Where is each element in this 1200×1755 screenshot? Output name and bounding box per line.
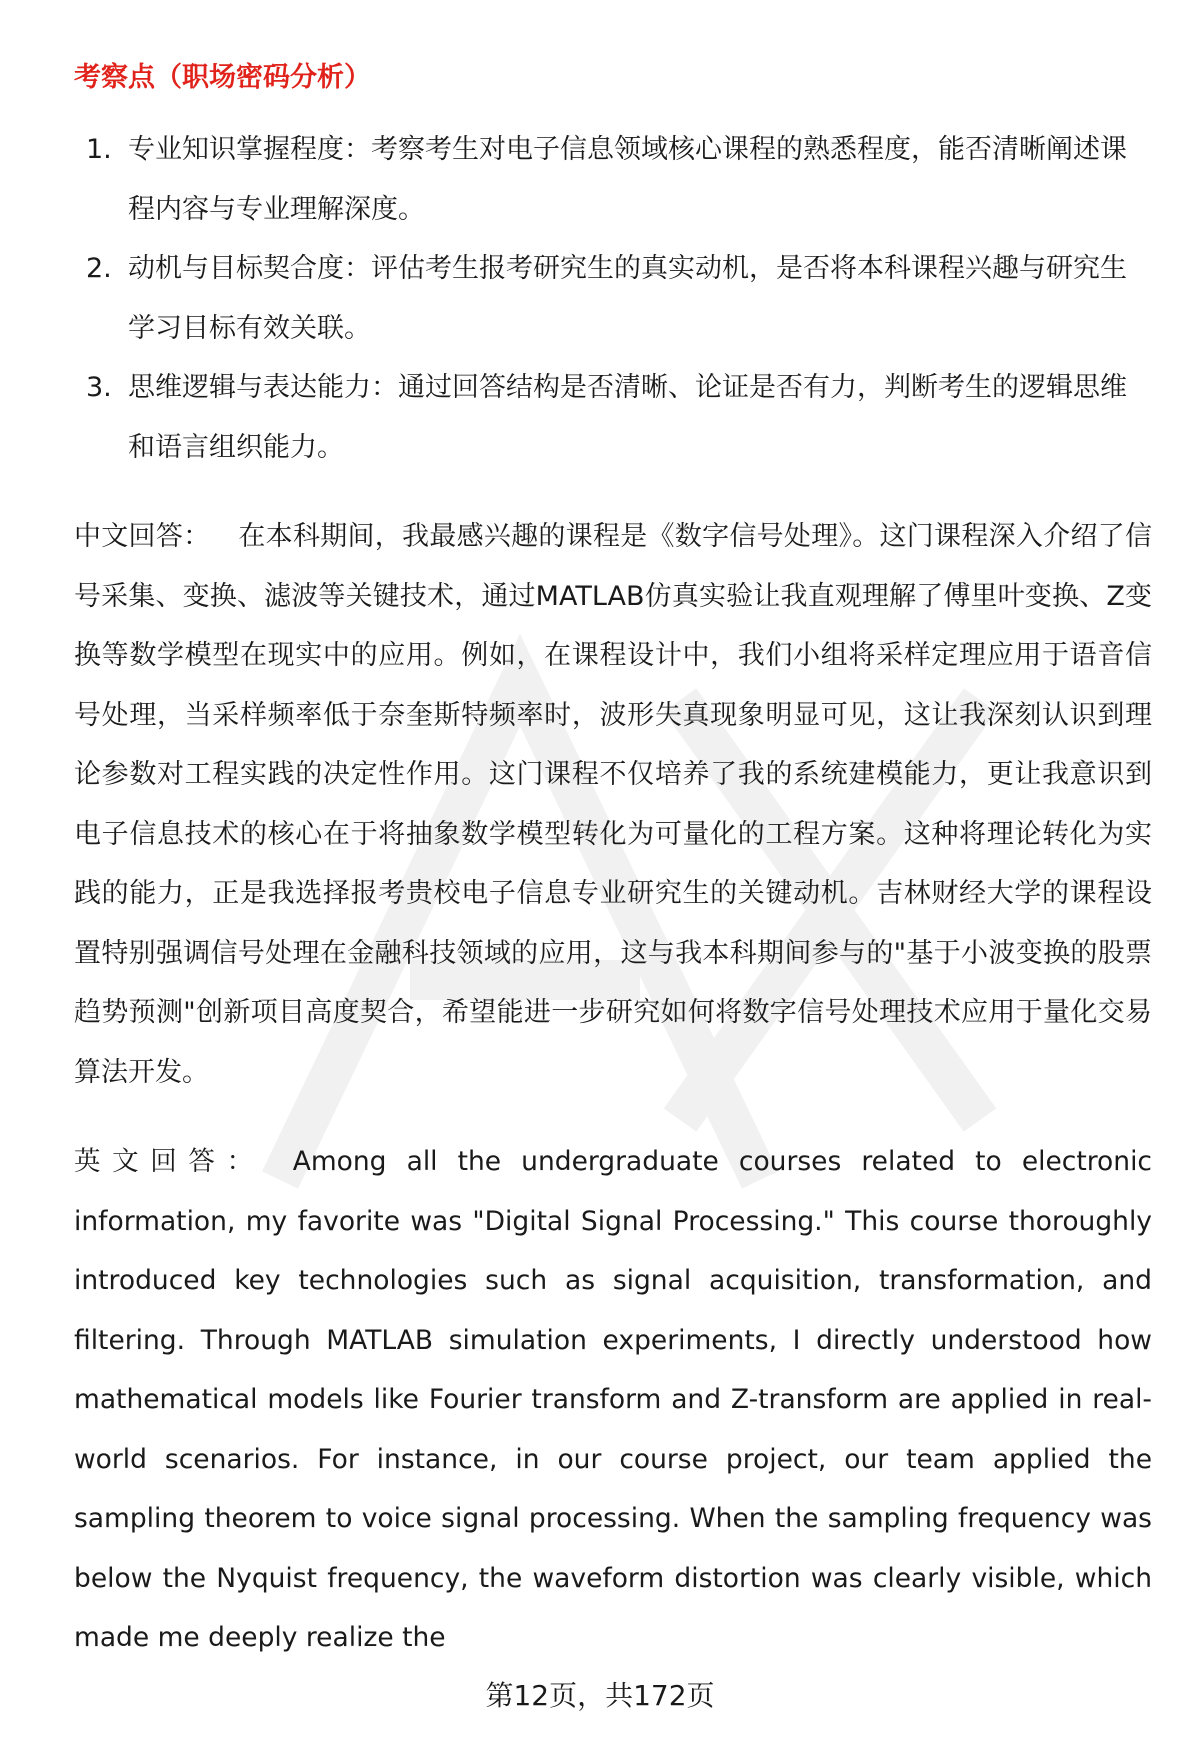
list-item-number: 2. [86,253,112,284]
chinese-answer-text: 在本科期间，我最感兴趣的课程是《数字信号处理》。这门课程深入介绍了信号采集、变换、滤波等关键技术，通过MATLAB仿真实验让我直观理解了傅里叶变换、Z变换等数学模型在现实中的应用。例如，在课程设计中，我们小组将采样定理应用于语音信号处理，当采样频率低于奈奎斯特频率时，波形失真现象明显可见，这让我深刻认识到理论参数对工程实践的决定性作用。这门课程不仅培养了我的系统建模能力，更让我意识到电子信息技术的核心在于将抽象数学模型转化为可量化的工程方案。这种将理论转化为实践的能力，正是我选择报考贵校电子信息专业研究生的关键动机。吉林财经大学的课程设置特别强调信号处理在金融科技领域的应用，这与我本科期间参与的"基于小波变换的股票趋势预测"创新项目高度契合，希望能进一步研究如何将数字信号处理技术应用于量化交易算法开发。 [74,521,1153,1088]
section-title: 考察点（职场密码分析） [74,62,371,93]
list-item [74,120,1152,239]
list-item-text: 专业知识掌握程度：考察考生对电子信息领域核心课程的熟悉程度，能否清晰阐述课程内容与专业理解深度。 [128,134,1127,225]
english-answer-paragraph [74,1132,1152,1668]
list-item-text: 思维逻辑与表达能力：通过回答结构是否清晰、论证是否有力，判断考生的逻辑思维和语言组织能力。 [128,372,1127,463]
page-number-footer: 第12页，共172页 [485,1679,715,1712]
list-item-number: 1. [86,134,112,165]
list-item [74,358,1152,477]
list-item-text: 动机与目标契合度：评估考生报考研究生的真实动机，是否将本科课程兴趣与研究生学习目标有效关联。 [128,253,1127,344]
assessment-points-list [74,120,1152,477]
list-item-number: 3. [86,372,112,403]
english-answer-text: Among all the undergraduate courses related to electronic information, my favorite was "Digital Signal Processing." This course thoroughly introduced key technologies such as signal acquisition, transformation, and filtering. Through MATLAB simulation experiments, I directly understood how mathematical models like Fourier transform and Z-transform are applied in real-world scenarios. For instance, in our course project, our team applied the sampling theorem to voice signal processing. When the sampling frequency was below the Nyquist frequency, the waveform distortion was clearly visible, which made me deeply realize the [74,1146,1152,1653]
main-content [74,58,1152,1668]
list-item [74,239,1152,358]
chinese-answer-label: 中文回答： [74,521,211,552]
chinese-answer-paragraph [74,507,1152,1102]
english-answer-label: 英文回答： [74,1146,265,1177]
